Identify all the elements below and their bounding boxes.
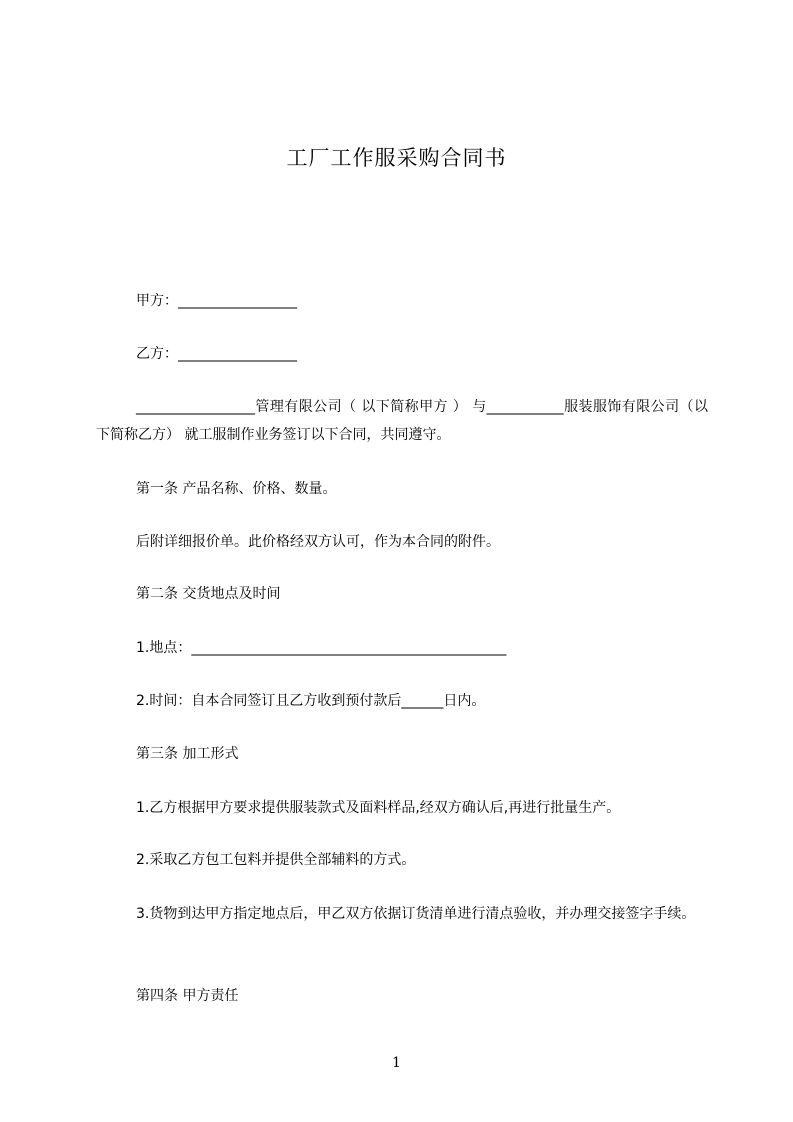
article-3-item-1: 1.乙方根据甲方要求提供服装款式及面料样品,经双方确认后,再进行批量生产。	[136, 800, 621, 816]
article-3-item-2: 2.采取乙方包工包料并提供全部辅料的方式。	[136, 852, 416, 868]
document-title: 工厂工作服采购合同书	[286, 146, 507, 170]
article-3-item-3: 3.货物到达甲方指定地点后，甲乙双方依据订货清单进行清点验收，并办理交接签字手续。	[136, 906, 696, 922]
article-1-heading: 第一条 产品名称、价格、数量。	[136, 481, 337, 497]
intro-paragraph: _________________管理有限公司（ 以下简称甲方 ） 与___________服装服饰有限公司（以下简称乙方） 就工服制作业务签订以下合同，共同遵守。	[96, 399, 708, 443]
article-1-text: 后附详细报价单。此价格经双方认可，作为本合同的附件。	[136, 534, 500, 550]
article-4-heading: 第四条 甲方责任	[136, 988, 239, 1004]
article-2-item-1: 1.地点：_____________________________________________	[136, 640, 507, 656]
page-number: 1	[392, 1055, 401, 1071]
party-a-line: 甲方：_________________	[136, 293, 297, 309]
article-2-item-2: 2.时间：自本合同签订且乙方收到预付款后______日内。	[136, 693, 486, 709]
party-b-line: 乙方：_________________	[136, 346, 297, 362]
article-2-heading: 第二条 交货地点及时间	[136, 586, 281, 602]
article-3-heading: 第三条 加工形式	[136, 746, 239, 762]
